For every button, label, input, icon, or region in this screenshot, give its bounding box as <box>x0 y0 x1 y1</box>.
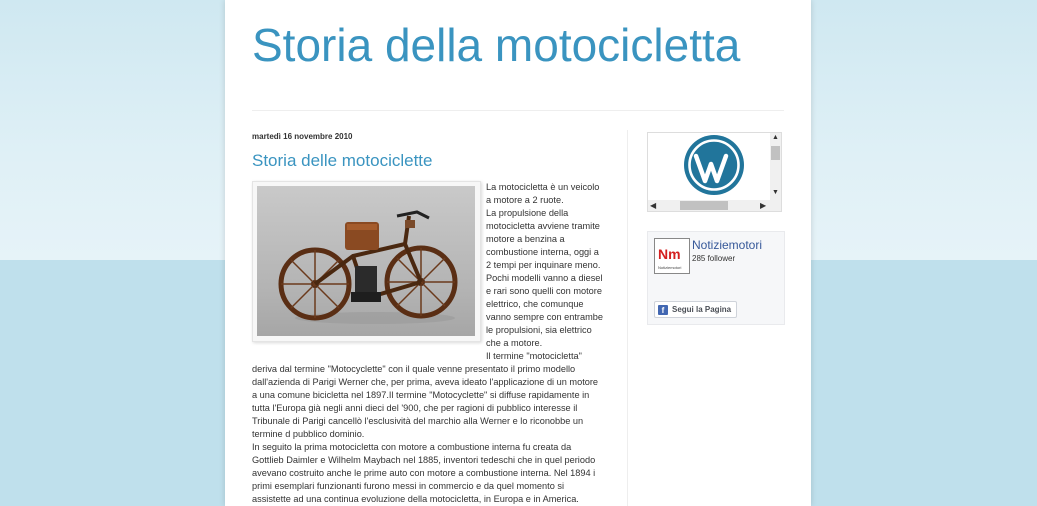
logo-subtext: Notiziemotori <box>658 265 682 270</box>
column-divider <box>627 130 628 506</box>
scroll-right-icon[interactable]: ▶ <box>760 201 767 210</box>
post-title[interactable]: Storia delle motociclette <box>252 151 433 170</box>
blog-title[interactable]: Storia della motocicletta <box>252 19 741 71</box>
facebook-icon: f <box>658 305 668 315</box>
scrollbar-thumb[interactable] <box>771 146 780 160</box>
post-paragraph: La propulsione della motocicletta avviene tramite motore a benzina a combustione interna, oggi a 2 tempi per inquinare meno. <box>486 208 601 270</box>
horizontal-scrollbar[interactable] <box>648 200 781 211</box>
post-image-motorcycle[interactable] <box>252 181 481 342</box>
header-divider <box>252 110 784 111</box>
follow-button-label: Segui la Pagina <box>672 305 732 314</box>
page-logo[interactable] <box>654 238 690 274</box>
facebook-page-widget <box>647 231 785 325</box>
scrollbar-thumb[interactable] <box>680 201 728 210</box>
scroll-left-icon[interactable]: ◀ <box>650 201 657 210</box>
blog-container <box>225 0 811 506</box>
wordpress-logo-icon <box>683 134 745 196</box>
vertical-scrollbar[interactable] <box>770 133 781 200</box>
post-paragraph: In seguito la prima motocicletta con motore a combustione interna fu creata da Gottlieb Daimler e Wilhelm Maybach nel 1885, inventori tedeschi che in quel periodo avevano costruito anche le prime auto con motore a combustione interna. Nel 1894 i primi esemplari funzionanti furono messi in commercio e da quel momento si assistette ad una continua evoluzione della motocicletta, in Europa e in America. <box>252 442 596 504</box>
post-date: martedì 16 novembre 2010 <box>252 132 353 141</box>
post-paragraph: Il termine "motocicletta" deriva dal termine "Motocyclette" con il quale venne presentato il primo modello dall'azienda di Parigi Werner che, per prima, aveva ideato l'applicazione di un motore a una comune bicicletta nel 1897.Il termine "Motocyclette" si diffuse rapidamente in tutta l'Europa già negli anni dieci del '900, che per ragioni di pubblico interesse il Tribunale di Parigi cancellò l'esclusività del marchio alla Werner e lo riconobbe un termine d pubblico dominio. <box>252 351 599 439</box>
post-paragraph: Pochi modelli vanno a diesel e rari sono quelli con motore elettrico, che comunque vanno sempre con entrambe le propulsioni, sia elettrico che a motore. <box>486 273 603 348</box>
scroll-down-icon[interactable]: ▼ <box>772 189 779 196</box>
scroll-up-icon[interactable]: ▲ <box>772 134 779 141</box>
wordpress-widget[interactable] <box>647 132 782 212</box>
motorcycle-image <box>257 186 475 336</box>
follower-count: 285 follower <box>692 254 736 263</box>
logo-text: Nm <box>658 246 681 262</box>
facebook-page-name[interactable]: Notiziemotori <box>692 238 763 252</box>
follow-page-button[interactable] <box>654 301 737 318</box>
post-paragraph: La motocicletta è un veicolo a motore a 2 ruote. <box>486 182 600 205</box>
